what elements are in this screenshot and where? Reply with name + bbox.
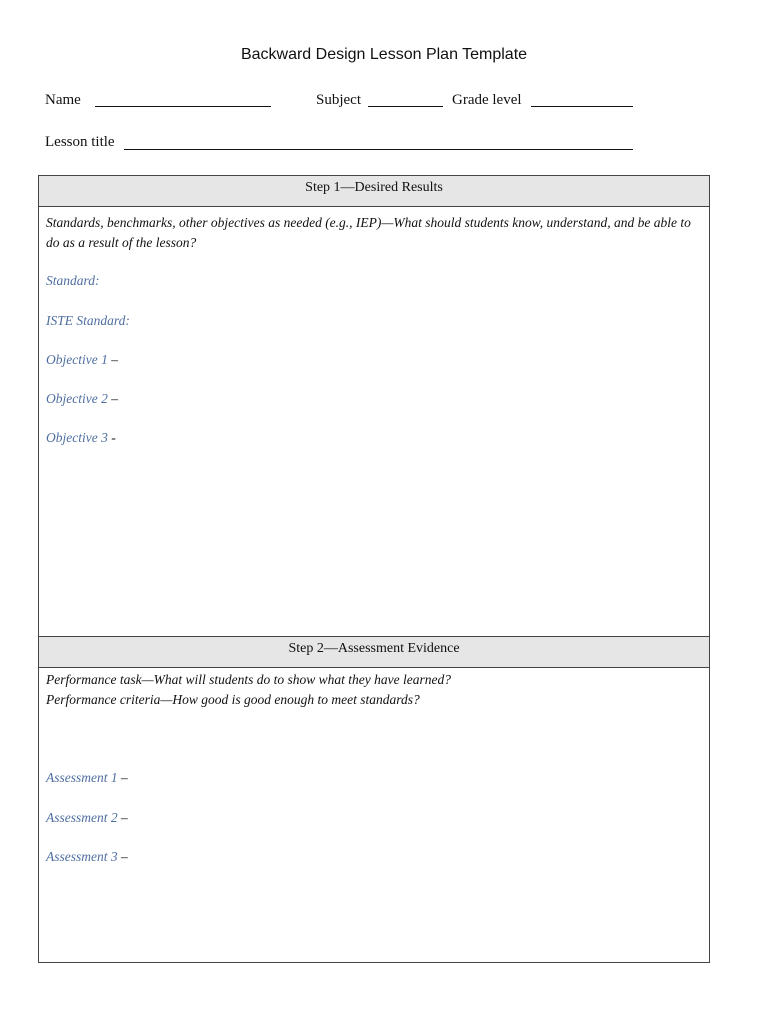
iste-standard-item: [46, 311, 702, 331]
name-label: Name: [45, 92, 81, 108]
step2-body[interactable]: [39, 668, 709, 873]
step2-section: [38, 636, 710, 963]
objective-3-item: [46, 428, 702, 448]
objective-2-label: Objective 2: [46, 390, 108, 406]
document-title: Backward Design Lesson Plan Template: [240, 46, 528, 63]
name-field[interactable]: [95, 106, 271, 107]
assessment-2-label: Assessment 2: [46, 809, 118, 825]
objective-1-label: Objective 1: [46, 352, 108, 367]
performance-criteria-prompt: Performance criteria—How good is good enough to meet standards?: [46, 691, 420, 707]
subject-field[interactable]: [368, 106, 443, 107]
lesson-title-field[interactable]: [124, 149, 633, 150]
step1-section: [38, 175, 710, 637]
step1-body[interactable]: [39, 207, 709, 454]
objective-1-item: [46, 350, 702, 370]
standard-item: [46, 271, 702, 291]
subject-label: Subject: [316, 92, 361, 108]
step2-header: Step 2—Assessment Evidence: [39, 637, 709, 668]
step1-header: Step 1—Desired Results: [39, 176, 709, 207]
assessment-1-suffix: –: [117, 770, 128, 785]
objective-2-item: [46, 389, 702, 409]
iste-standard-suffix: :: [125, 312, 130, 328]
objective-3-label: Objective 3: [46, 430, 108, 445]
grade-level-field[interactable]: [531, 106, 633, 107]
standard-suffix: :: [95, 273, 100, 288]
assessment-1-item: [46, 768, 702, 788]
assessment-2-item: [46, 808, 702, 828]
standard-label: Standard: [46, 273, 96, 288]
assessment-1-label: Assessment 1: [46, 770, 118, 785]
iste-standard-label: ISTE Standard: [46, 312, 126, 328]
objective-3-suffix: -: [107, 430, 116, 445]
performance-task-prompt: Performance task—What will students do to show what they have learned?: [46, 672, 451, 687]
grade-level-label: Grade level: [452, 92, 522, 108]
objective-2-suffix: –: [107, 390, 118, 406]
assessment-2-suffix: –: [117, 809, 128, 825]
assessment-3-suffix: –: [117, 849, 128, 864]
objective-1-suffix: –: [107, 352, 118, 367]
step1-prompt-line1: Standards, benchmarks, other objectives as needed (e.g., IEP)—What should students know, understand, and be able to: [46, 215, 691, 230]
lesson-title-label: Lesson title: [45, 134, 115, 150]
assessment-3-label: Assessment 3: [46, 849, 118, 864]
assessment-3-item: [46, 847, 702, 867]
step1-prompt-line2: do as a result of the lesson?: [46, 234, 197, 250]
